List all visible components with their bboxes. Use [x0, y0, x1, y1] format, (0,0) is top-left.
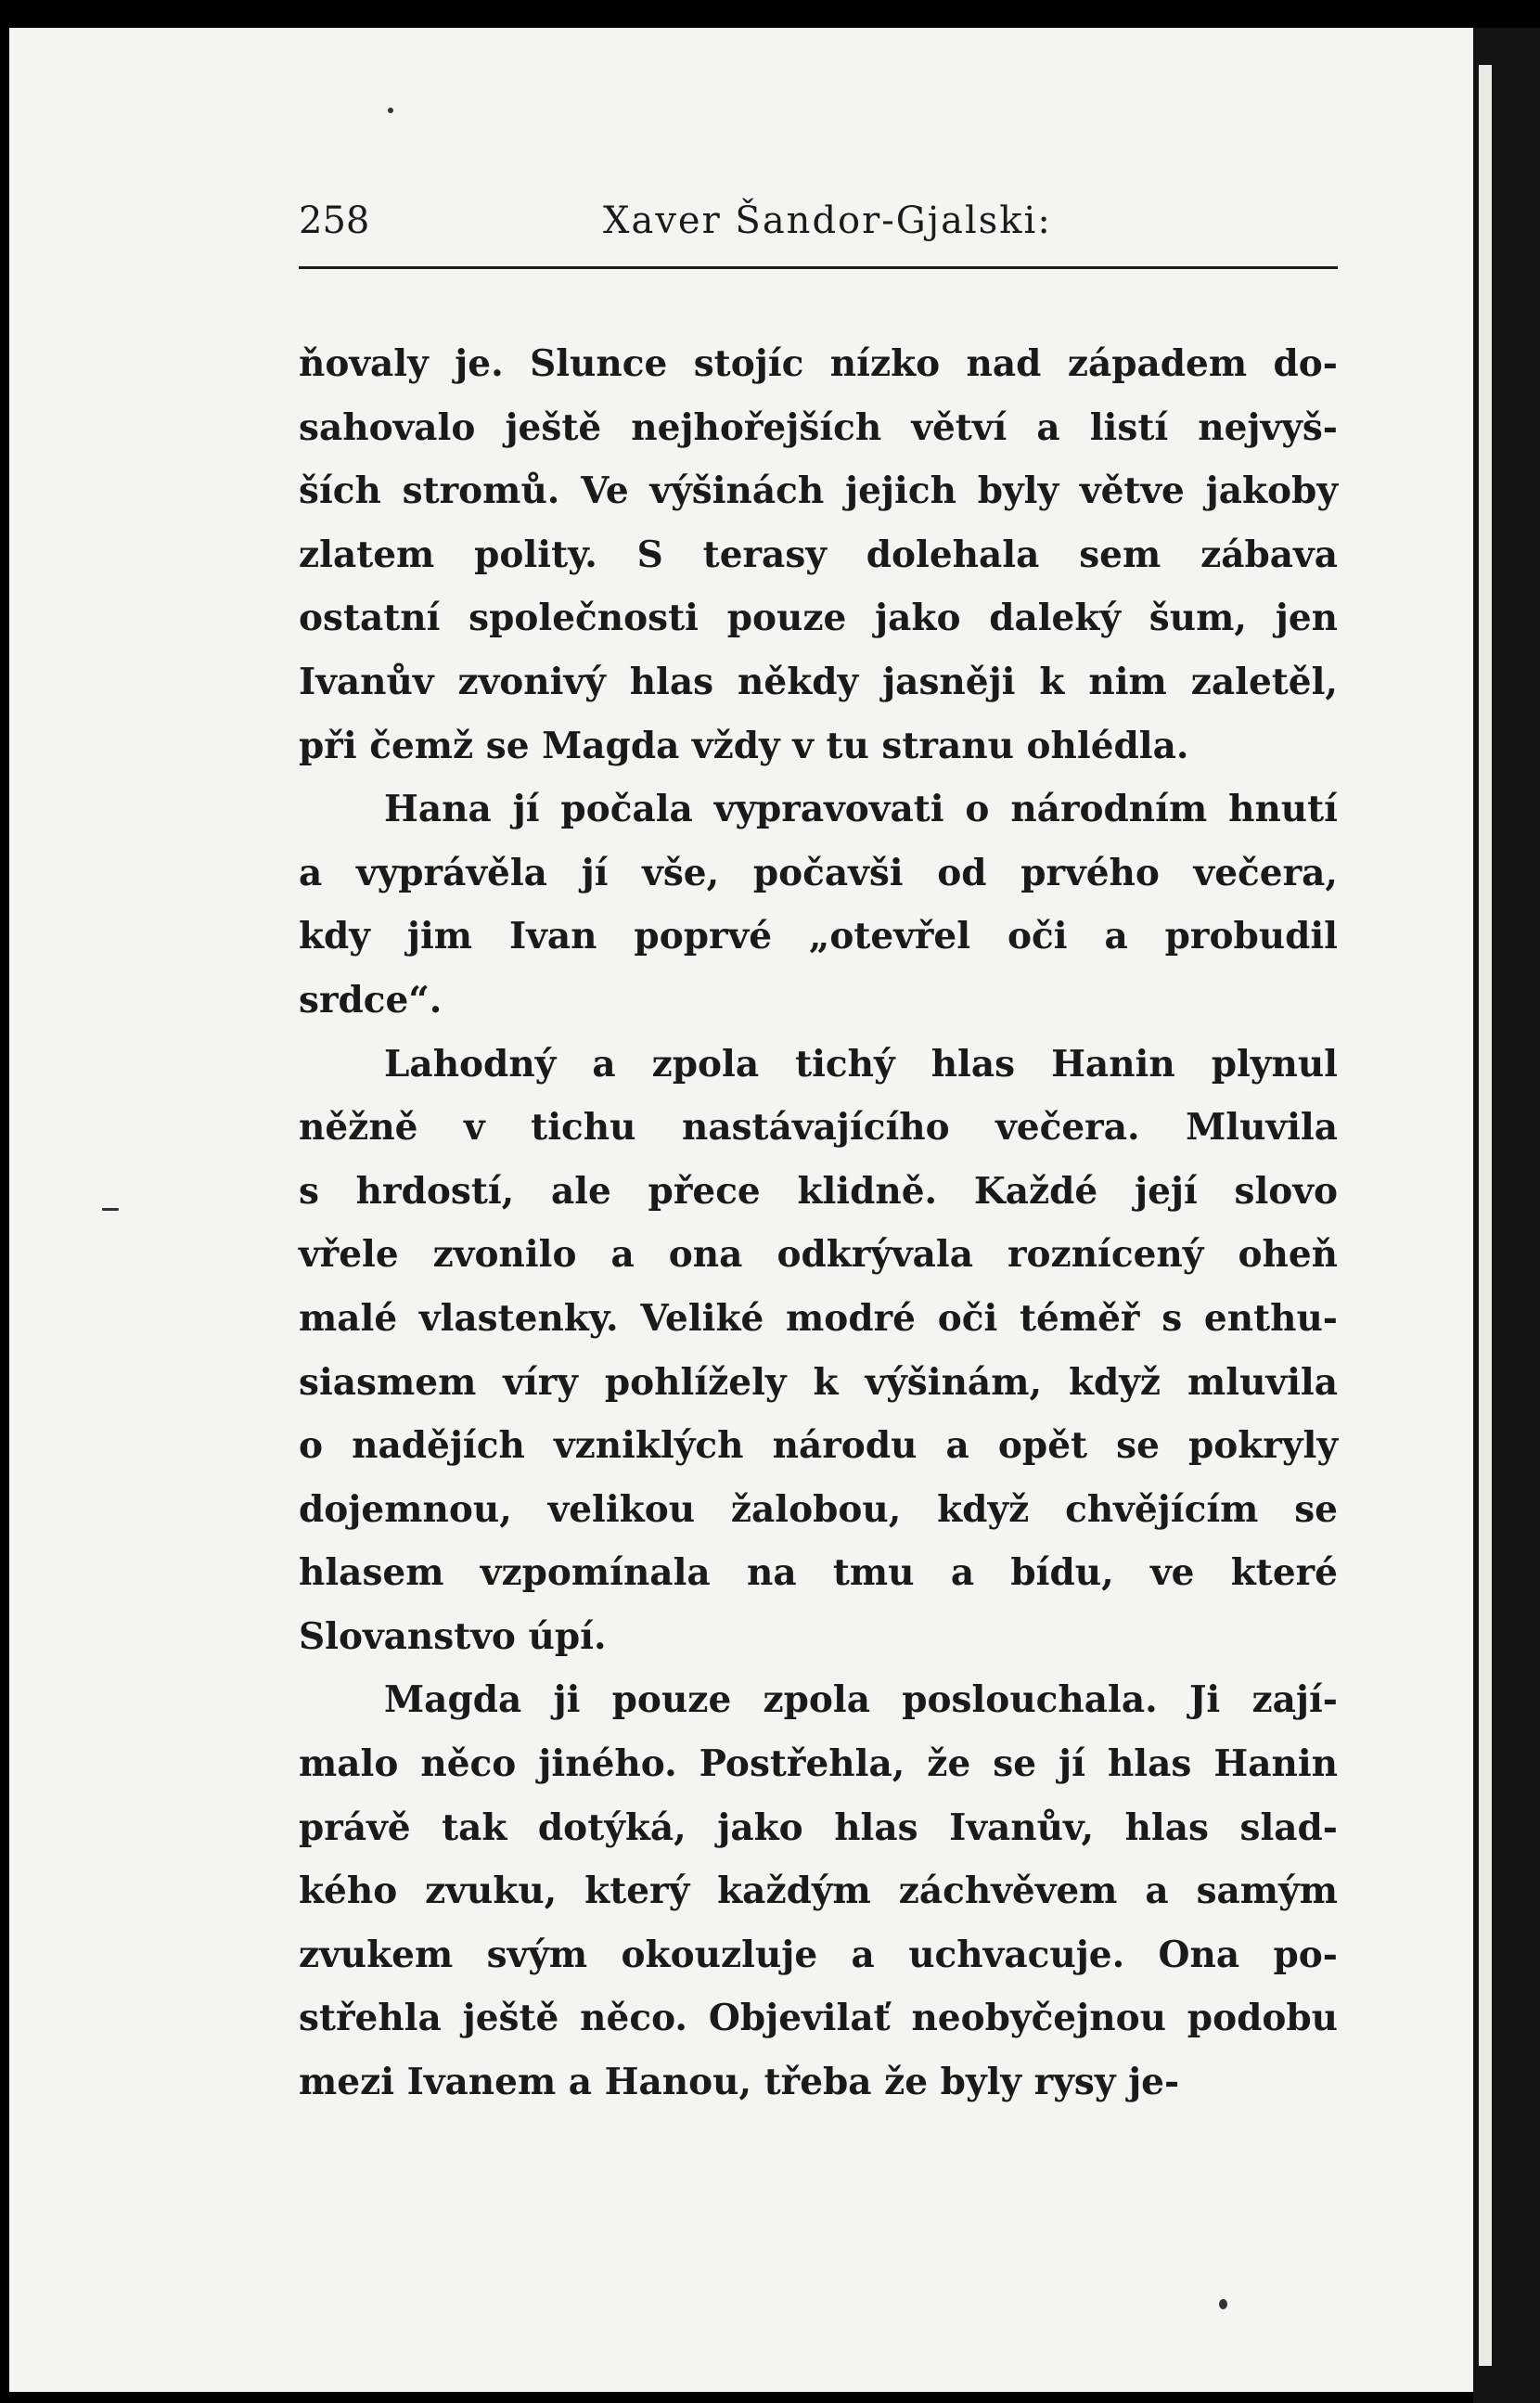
text-line: zlatem polity. S terasy dolehala sem zábava: [299, 533, 1338, 576]
text-line: ostatní společnosti pouze jako daleký šum, jen: [299, 597, 1338, 640]
text-line: právě tak dotýká, jako hlas Ivanův, hlas slad-: [299, 1805, 1338, 1849]
text-line: siasmem víry pohlížely k výšinám, když mluvila: [299, 1360, 1338, 1404]
text-line: Hana jí počala vypravovati o národním hnutí: [384, 788, 1338, 831]
page-edge-highlight: [1479, 65, 1492, 2366]
text-line: kdy jim Ivan poprvé „otevřel oči a probudil: [299, 915, 1338, 958]
text-line: něžně v tichu nastávajícího večera. Mluvila: [299, 1106, 1338, 1150]
text-line: vřele zvonilo a ona odkrývala roznícený oheň: [299, 1233, 1338, 1277]
page-edge: [1473, 28, 1540, 2403]
text-line: Lahodný a zpola tichý hlas Hanin plynul: [384, 1042, 1338, 1086]
body-text: [299, 332, 1338, 2114]
speck: [388, 108, 393, 113]
speck: [1219, 2299, 1227, 2309]
running-head: Xaver Šandor-Gjalski:: [603, 199, 1052, 242]
text-line: ňovaly je. Slunce stojíc nízko nad západem do-: [299, 342, 1338, 385]
text-line: zvukem svým okouzluje a uchvacuje. Ona po-: [299, 1933, 1338, 1976]
text-line: sahovalo ještě nejhořejších větví a listí nejvyš-: [299, 405, 1338, 449]
speck: [102, 1208, 119, 1211]
text-line: hlasem vzpomínala na tmu a bídu, ve které: [299, 1551, 1338, 1595]
page-number: 258: [299, 199, 370, 242]
paragraph: [299, 1668, 1338, 2114]
text-line: mezi Ivanem a Hanou, třeba že byly rysy je-: [299, 2061, 1180, 2104]
text-line: s hrdostí, ale přece klidně. Každé její slovo: [299, 1169, 1338, 1213]
text-line: ších stromů. Ve výšinách jejich byly větve jakoby: [299, 469, 1338, 513]
text-line: Magda ji pouze zpola poslouchala. Ji zají-: [384, 1678, 1338, 1722]
text-line: malo něco jiného. Postřehla, že se jí hlas Hanin: [299, 1742, 1338, 1786]
book-page: [9, 28, 1473, 2392]
text-line: kého zvuku, který každým záchvěvem a samým: [299, 1870, 1338, 1913]
paragraph: [299, 777, 1338, 1032]
text-line: Slovanstvo úpí.: [299, 1614, 607, 1658]
text-line: a vyprávěla jí vše, počavši od prvého večera,: [299, 851, 1338, 894]
text-line: Ivanův zvonivý hlas někdy jasněji k nim zaletěl,: [299, 660, 1338, 703]
paragraph: [299, 332, 1338, 777]
text-line: střehla ještě něco. Objevilať neobyčejnou podobu: [299, 1997, 1338, 2040]
text-line: malé vlastenky. Veliké modré oči téměř s enthu-: [299, 1296, 1338, 1340]
text-line: dojemnou, velikou žalobou, když chvějícím se: [299, 1487, 1338, 1531]
paragraph: [299, 1033, 1338, 1669]
header-rule: [299, 266, 1338, 269]
text-line: srdce“.: [299, 978, 443, 1022]
text-line: při čemž se Magda vždy v tu stranu ohlédla.: [299, 724, 1189, 767]
text-line: o nadějích vzniklých národu a opět se pokryly: [299, 1424, 1338, 1468]
